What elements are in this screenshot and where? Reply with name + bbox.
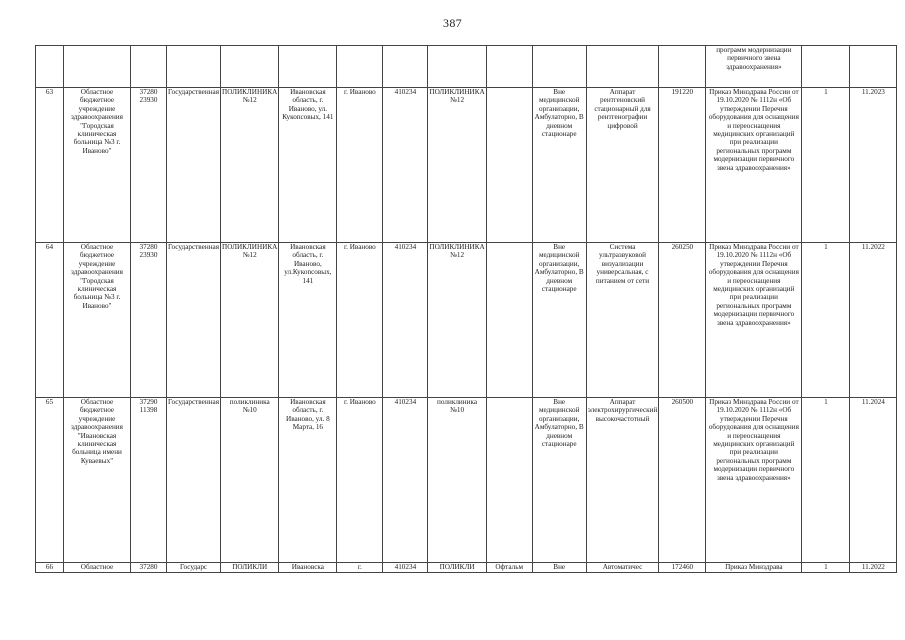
cell-address: Ивановская область, г. Иваново, ул. 8 Марта, 16 [279, 398, 337, 563]
table-row [36, 243, 897, 398]
cell-okpd: 260500 [659, 398, 706, 563]
table-row [36, 563, 897, 573]
cell-dept: поликлиника №10 [221, 398, 279, 563]
cell-no: 66 [36, 563, 64, 573]
cell-unit [428, 46, 486, 88]
cell-form: Государственная [167, 88, 221, 243]
cell-order: Приказ Минздрава России от 19.10.2020 № 1112н «Об утверждении Перечня оборудования для оснащения и переоснащения медицинских организаций при реализации региональных программ модернизации первичного звена здравоохранения» [706, 88, 802, 243]
cell-no: 64 [36, 243, 64, 398]
cell-address: Ивановска [279, 563, 337, 573]
cell-order: Приказ Минздрава России от 19.10.2020 № 1112н «Об утверждении Перечня оборудования для оснащения и переоснащения медицинских организаций при реализации региональных программ модернизации первичного звена здравоохранения» [706, 398, 802, 563]
cell-care: Вне медицинской организации, Амбулаторно, В дневном стационаре [532, 398, 586, 563]
cell-profile: Офтальм [486, 563, 532, 573]
cell-index: 410234 [383, 398, 428, 563]
cell-code: 37280 23930 [131, 243, 167, 398]
cell-profile [486, 398, 532, 563]
cell-org: Областное бюджетное учреждение здравоохранения "Городская клиническая больница №3 г. Иваново" [64, 88, 131, 243]
cell-form: Государс [167, 563, 221, 573]
cell-order: программ модернизации первичного звена здравоохранения» [706, 46, 802, 88]
equipment-register-table [35, 45, 897, 573]
cell-equipment: Система ультразвуковой визуализации универсальная, с питанием от сети [586, 243, 659, 398]
cell-form: Государственная [167, 398, 221, 563]
cell-order: Приказ Минздрава [706, 563, 802, 573]
cell-okpd: 172460 [659, 563, 706, 573]
cell-order: Приказ Минздрава России от 19.10.2020 № 1112н «Об утверждении Перечня оборудования для оснащения и переоснащения медицинских организаций при реализации региональных программ модернизации первичного звена здравоохранения» [706, 243, 802, 398]
cell-unit: ПОЛИКЛИНИКА №12 [428, 243, 486, 398]
cell-care: Вне медицинской организации, Амбулаторно, В дневном стационаре [532, 243, 586, 398]
cell-org [64, 46, 131, 88]
cell-address: Ивановская область, г. Иваново, ул. Кукоnсовых, 141 [279, 88, 337, 243]
cell-qty: 1 [802, 398, 850, 563]
cell-address: Ивановская область, г. Иваново, ул.Кукоnсовых, 141 [279, 243, 337, 398]
cell-code: 37280 [131, 563, 167, 573]
cell-city [337, 46, 383, 88]
cell-unit: ПОЛИКЛИНИКА №12 [428, 88, 486, 243]
cell-date: 11.2023 [850, 88, 897, 243]
cell-no: 63 [36, 88, 64, 243]
cell-dept: ПОЛИКЛИНИКА №12 [221, 243, 279, 398]
cell-city: г. Иваново [337, 88, 383, 243]
cell-index: 410234 [383, 243, 428, 398]
cell-org: Областное бюджетное учреждение здравоохранения "Городская клиническая больница №3 г. Иваново" [64, 243, 131, 398]
cell-code: 37290 11398 [131, 398, 167, 563]
cell-city: г. Иваново [337, 243, 383, 398]
cell-care: Вне медицинской организации, Амбулаторно, В дневном стационаре [532, 88, 586, 243]
cell-qty [802, 46, 850, 88]
cell-date: 11.2024 [850, 398, 897, 563]
cell-date: 11.2022 [850, 563, 897, 573]
cell-profile [486, 46, 532, 88]
cell-date [850, 46, 897, 88]
cell-qty: 1 [802, 88, 850, 243]
cell-index: 410234 [383, 88, 428, 243]
cell-no [36, 46, 64, 88]
cell-index: 410234 [383, 563, 428, 573]
cell-dept: ПОЛИКЛИ [221, 563, 279, 573]
cell-qty: 1 [802, 243, 850, 398]
cell-equipment [586, 46, 659, 88]
cell-city: г. Иваново [337, 398, 383, 563]
cell-profile [486, 243, 532, 398]
cell-form [167, 46, 221, 88]
cell-unit: поликлиника №10 [428, 398, 486, 563]
table-row-fragment [36, 46, 897, 88]
cell-index [383, 46, 428, 88]
cell-code: 37280 23930 [131, 88, 167, 243]
cell-org: Областное бюджетное учреждение здравоохранения "Ивановская клиническая больница имени Куваевых" [64, 398, 131, 563]
cell-code [131, 46, 167, 88]
cell-okpd [659, 46, 706, 88]
cell-unit: ПОЛИКЛИ [428, 563, 486, 573]
cell-date: 11.2022 [850, 243, 897, 398]
cell-form: Государственная [167, 243, 221, 398]
cell-city: г. [337, 563, 383, 573]
cell-equipment: Автоматичес [586, 563, 659, 573]
cell-dept [221, 46, 279, 88]
cell-equipment: Аппарат рентгеновский стационарный для рентгенографии цифровой [586, 88, 659, 243]
cell-equipment: Аппарат электрохирургический высокочастотный [586, 398, 659, 563]
cell-dept: ПОЛИКЛИНИКА №12 [221, 88, 279, 243]
cell-care [532, 46, 586, 88]
table-row [36, 88, 897, 243]
cell-care: Вне [532, 563, 586, 573]
cell-okpd: 191220 [659, 88, 706, 243]
table-row [36, 398, 897, 563]
page-number: 387 [443, 16, 462, 30]
cell-qty: 1 [802, 563, 850, 573]
cell-profile [486, 88, 532, 243]
cell-address [279, 46, 337, 88]
cell-org: Областное [64, 563, 131, 573]
cell-okpd: 260250 [659, 243, 706, 398]
cell-no: 65 [36, 398, 64, 563]
